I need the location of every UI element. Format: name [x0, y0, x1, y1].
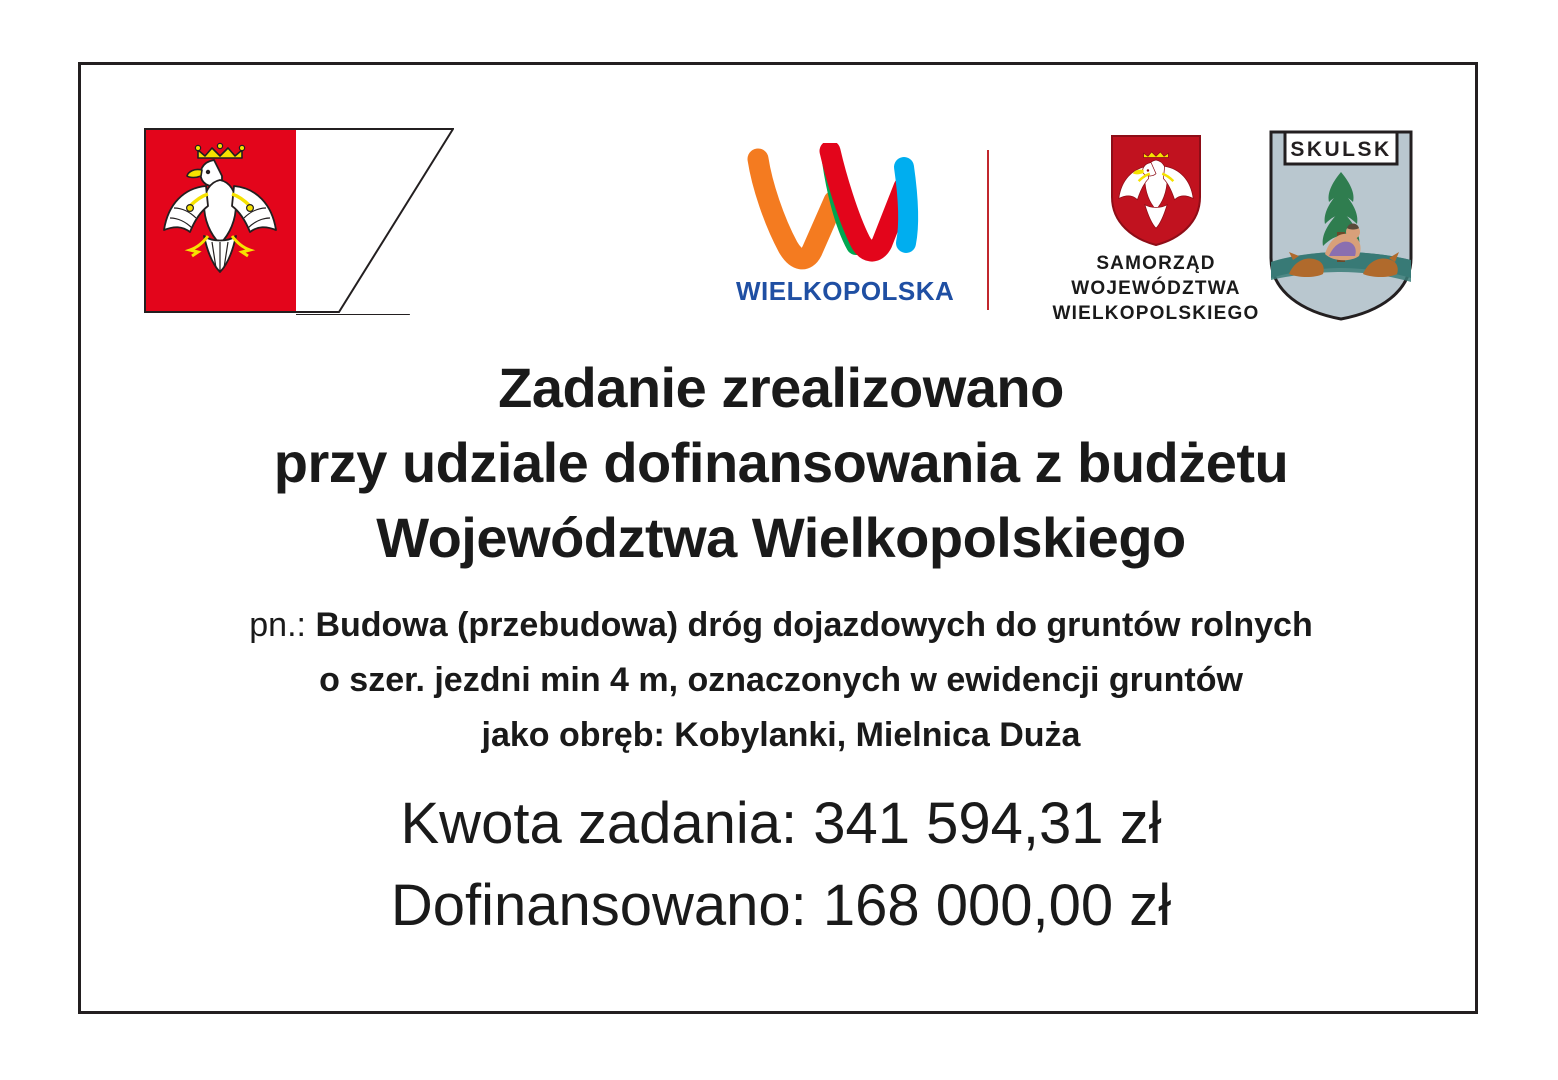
task-text-3: jako obręb: Kobylanki, Mielnica Duża [481, 716, 1081, 754]
samorzad-line-2: WOJEWÓDZTWA [1071, 278, 1241, 299]
logo-strip [81, 65, 1475, 325]
samorzad-line-1: SAMORZĄD [1096, 253, 1216, 274]
skulsk-label: SKULSK [1290, 138, 1392, 161]
task-text-2: o szer. jezdni min 4 m, oznaczonych w ewidencji gruntów [319, 661, 1243, 699]
headline-line-1: Zadanie zrealizowano [498, 356, 1064, 419]
samorzad-text [1031, 251, 1281, 326]
task-text-1: Budowa (przebudowa) dróg dojazdowych do gruntów rolnych [315, 606, 1313, 644]
samorzad-line-3: WIELKOPOLSKIEGO [1052, 303, 1260, 324]
wielkopolska-flag-logo [144, 128, 454, 313]
task-description [121, 598, 1441, 763]
skulsk-coat-of-arms [1267, 128, 1415, 323]
headline-line-2: przy udziale dofinansowania z budżetu [273, 431, 1289, 494]
white-eagle-icon [164, 143, 276, 272]
wielkopolska-crest-icon [1109, 133, 1203, 248]
logo-divider [987, 150, 989, 310]
headline [121, 350, 1441, 575]
amount-total: Kwota zadania: 341 594,31 zł [400, 791, 1162, 856]
skulsk-shield-icon [1267, 128, 1415, 323]
wielkopolska-brand-logo [736, 143, 955, 318]
amounts-block [146, 783, 1416, 947]
task-line-3 [121, 708, 1441, 763]
samorzad-logo [1031, 133, 1281, 323]
flag-outline-icon [144, 128, 454, 313]
wielkopolska-w-icon [744, 143, 944, 273]
task-line-2 [121, 653, 1441, 708]
wielkopolska-wordmark: WIELKOPOLSKA [736, 276, 955, 306]
amount-funding: Dofinansowano: 168 000,00 zł [390, 873, 1172, 938]
headline-line-3: Województwa Wielkopolskiego [376, 506, 1186, 569]
information-board [78, 62, 1478, 1014]
task-line-1 [121, 598, 1441, 653]
task-label: pn.: [249, 606, 306, 644]
